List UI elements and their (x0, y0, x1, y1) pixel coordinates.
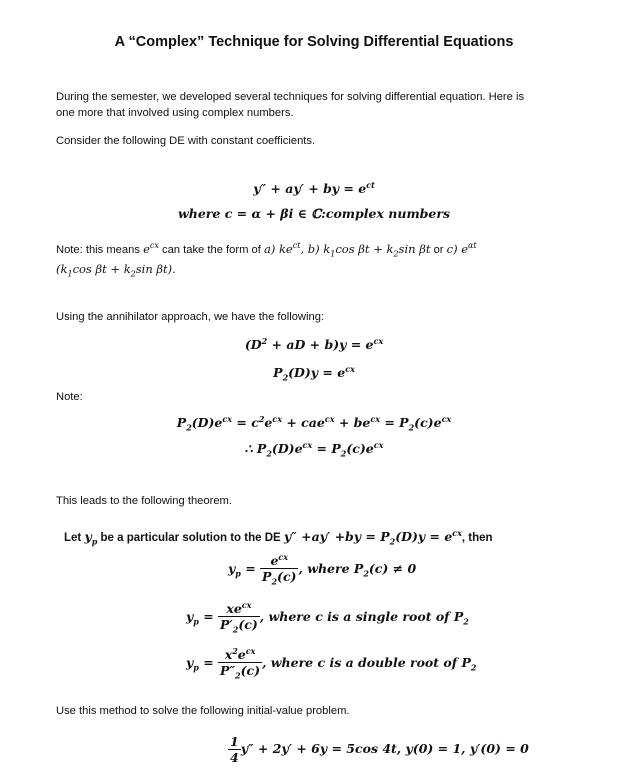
note-prefix: Note: this means (56, 243, 144, 256)
note-label: Note: (56, 391, 83, 403)
yp-formula-3: $y_p$ = $\frac{x^2e^{cx}}{P''_2(c)}$ , where c is a double root of $P_2$ (186, 646, 477, 681)
note-eq-2: ∴ $P_2(D)e^{cx} = P_2(c)e^{cx}$ (244, 440, 384, 459)
c-definition: where c = α + βi ∈ ℂ:complex numbers (178, 206, 450, 221)
annihilator-eq-1: ($D^2$ + aD + $b)y = e^{cx}$ (244, 336, 384, 353)
consider-text: Consider the following DE with constant coefficients. (56, 135, 316, 147)
note-forms: Note: this means $e^{cx}$ can take the form of a) $ke^{ct}$, b) $k_1\cos$ $\beta t + k_2\sin$ βt or c) $e^{\alpha t}$ ($k_1\cos$ $\beta t + k_2\sin$ βt). (56, 241, 477, 278)
use-method-text: Use this method to solve the following initial-value problem. (56, 705, 350, 717)
note-eq-1: $P_2(D)e^{cx} = c^2e^{cx} + cae^{cx} + be^{cx} = P_2(c)e^{cx}$ (176, 414, 452, 433)
leads-to-text: This leads to the following theorem. (56, 495, 232, 507)
ivp-equation: $\frac{1}{4}$ y″ + 2y′ + 6y = 5cos 4t, y(0) = 1, y′(0) = 0 (230, 734, 529, 765)
note-mid: can take the form of (158, 243, 264, 256)
intro-line-1: During the semester, we developed several techniques for solving differential equation. Here is (56, 91, 525, 103)
intro-paragraph (56, 90, 576, 121)
yp-formula-1: $y_p$ = $\frac{e^{cx}}{P_2(c)}$ , where $P_2(c) \ne 0$ (228, 552, 417, 587)
intro-line-2: one more that involved using complex numbers. (56, 106, 294, 119)
theorem-statement: Let $y_p$ be a particular solution to the DE $y'' +ay' +by = P_2(D)y = e^{cx}$, then (64, 528, 493, 547)
note-or: or (430, 243, 447, 256)
page-title: A “Complex” Technique for Solving Differential Equations (114, 34, 514, 50)
yp-formula-2: $y_p$ = $\frac{xe^{cx}}{P'_2(c)}$ , where c is a single root of $P_2$ (186, 600, 469, 635)
annihilator-eq-2: $P_2(D)y = e^{cx}$ (273, 364, 355, 383)
annihilator-text: Using the annihilator approach, we have the following: (56, 311, 325, 323)
de-equation: y″ + ay′ + by = $e^{ct}$ (253, 180, 375, 197)
